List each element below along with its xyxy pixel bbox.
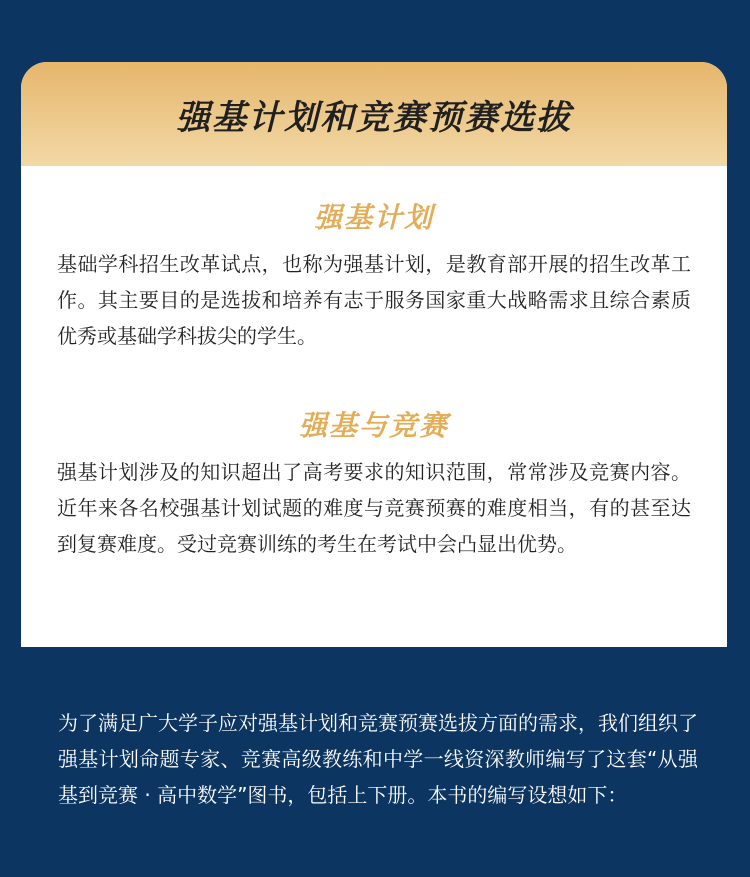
info-card xyxy=(21,62,727,647)
card-title: 强基计划和竞赛预赛选拔 xyxy=(176,97,572,138)
section-title-qiangji-competition: 强基与竞赛 xyxy=(298,409,449,442)
section-body-qiangji-competition: 强基计划涉及的知识超出了高考要求的知识范围，常常涉及竞赛内容。近年来各名校强基计划试题的难度与竞赛预赛的难度相当，有的甚至达到复赛难度。受过竞赛训练的考生在考试中会凸显出优势。 xyxy=(57,460,691,556)
section-title-qiangji: 强基计划 xyxy=(313,201,434,234)
section-body-qiangji: 基础学科招生改革试点，也称为强基计划，是教育部开展的招生改革工作。其主要目的是选拔和培养有志于服务国家重大战略需求且综合素质优秀或基础学科拔尖的学生。 xyxy=(57,252,691,348)
card-header xyxy=(21,62,727,166)
intro-paragraph: 为了满足广大学子应对强基计划和竞赛预赛选拔方面的需求，我们组织了强基计划命题专家、竞赛高级教练和中学一线资深教师编写了这套“从强基到竞赛 · 高中数学”图书，包括上下册。本书的编写设想如下： xyxy=(58,711,698,807)
